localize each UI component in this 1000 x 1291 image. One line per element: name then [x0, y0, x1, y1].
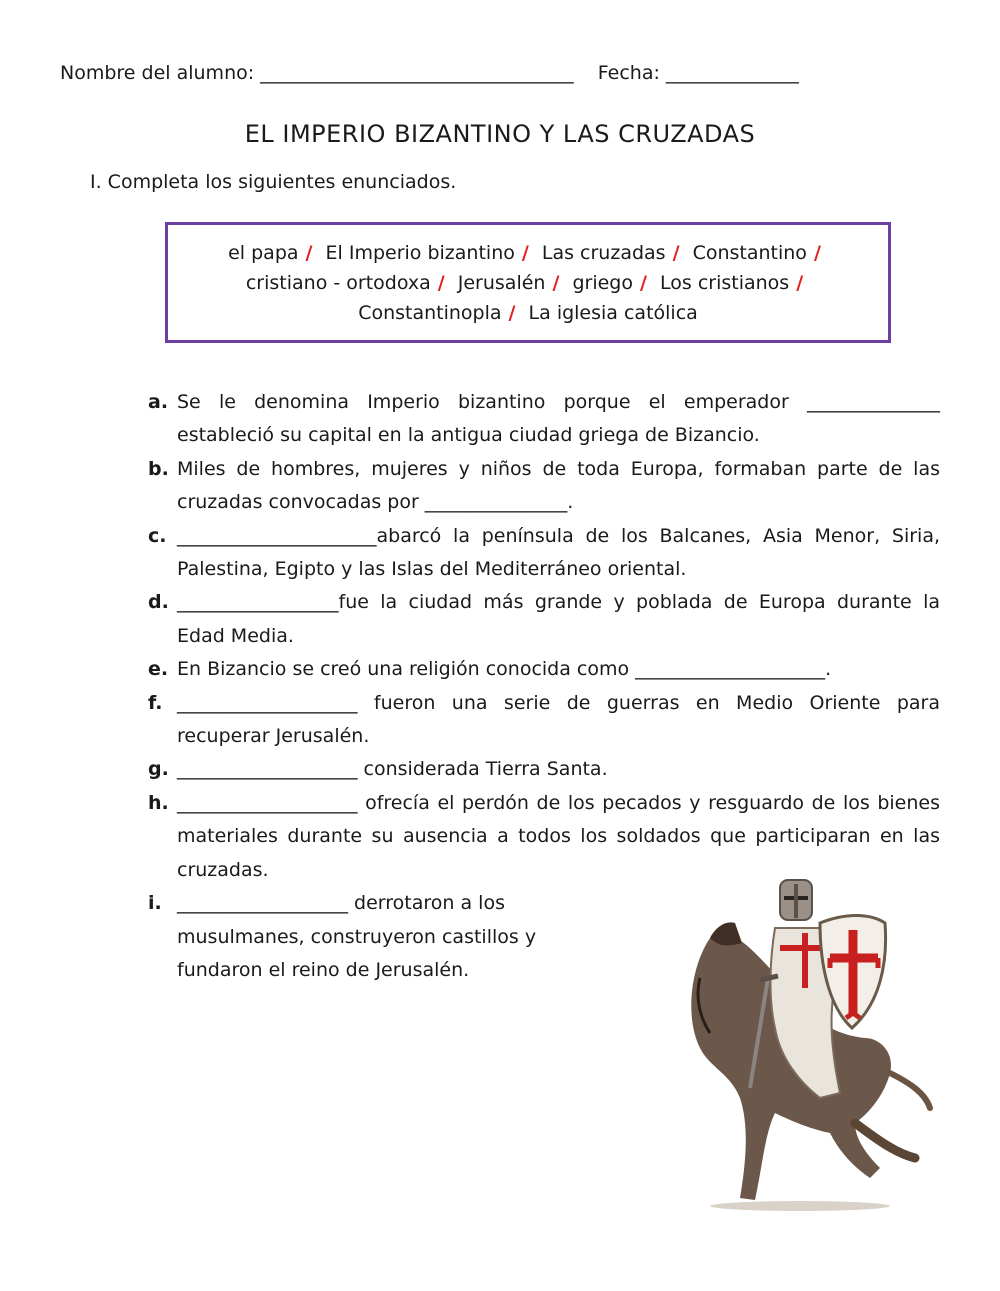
word-bank-item: Constantino — [692, 241, 807, 264]
question-text[interactable]: ___________________ ofrecía el perdón de los pecados y resguardo de los bienes materiales durante su ausencia a todos los soldados que participaran en las cruzadas. — [177, 791, 940, 881]
question-letter: g. — [148, 758, 169, 781]
ground-shadow — [710, 1201, 890, 1211]
instruction-text: I. Completa los siguientes enunciados. — [90, 171, 457, 193]
word-separator: / — [796, 271, 804, 294]
question-text[interactable]: _________________fue la ciudad más grande y poblada de Europa durante la Edad Media. — [177, 591, 940, 647]
word-bank-item: Constantinopla — [358, 301, 502, 324]
word-bank-item: cristiano - ortodoxa — [245, 271, 431, 294]
word-bank-item: El Imperio bizantino — [325, 241, 515, 264]
word-separator: / — [521, 241, 529, 264]
question-letter: i. — [148, 892, 162, 915]
question-letter: a. — [148, 391, 169, 413]
word-separator: / — [813, 241, 821, 264]
question-letter: c. — [148, 524, 167, 547]
question-letter: d. — [148, 591, 169, 614]
question-text[interactable]: ___________________ fueron una serie de guerras en Medio Oriente para recuperar Jerusalén. — [177, 691, 940, 748]
word-separator: / — [640, 271, 647, 294]
question-item — [148, 386, 940, 453]
crusader-knight-illustration — [680, 868, 940, 1213]
word-bank-list — [198, 238, 858, 328]
word-bank-item: Jerusalén — [457, 271, 546, 294]
word-separator: / — [552, 271, 560, 294]
question-item — [148, 520, 940, 587]
question-letter: f. — [148, 691, 163, 714]
word-separator: / — [672, 241, 680, 264]
question-letter: h. — [148, 791, 169, 814]
question-text[interactable]: __________________ derrotaron a los musulmanes, construyeron castillos y fundaron el reino de Jerusalén. — [177, 892, 537, 981]
question-item — [148, 687, 940, 754]
question-item — [148, 586, 940, 653]
word-separator: / — [437, 271, 445, 294]
word-bank-item: La iglesia católica — [528, 301, 698, 324]
page-title: EL IMPERIO BIZANTINO Y LAS CRUZADAS — [244, 120, 756, 148]
question-item — [148, 453, 940, 520]
question-item — [148, 753, 940, 786]
word-separator: / — [305, 241, 313, 264]
question-letter: b. — [148, 457, 169, 480]
word-bank-item: Las cruzadas — [541, 241, 666, 264]
word-bank-item: Los cristianos — [660, 271, 790, 294]
word-separator: / — [508, 301, 516, 324]
question-text[interactable]: Se le denomina Imperio bizantino porque el emperador ______________ estableció su capital en la antigua ciudad griega de Bizancio. — [177, 391, 940, 447]
date-field[interactable]: Fecha: ______________ — [597, 62, 799, 84]
question-text[interactable]: _____________________abarcó la península de los Balcanes, Asia Menor, Siria, Palestina, Egipto y las Islas del Mediterráneo oriental. — [177, 524, 940, 581]
question-text[interactable]: Miles de hombres, mujeres y niños de toda Europa, formaban parte de las cruzadas convocadas por _______________. — [177, 457, 940, 514]
word-bank-box — [165, 222, 891, 343]
word-bank-item: el papa — [228, 241, 299, 264]
question-letter: e. — [148, 658, 169, 681]
word-bank-item: griego — [572, 271, 633, 294]
question-item — [148, 653, 940, 686]
student-name-field[interactable]: Nombre del alumno: _________________________________ — [60, 62, 574, 84]
question-text[interactable]: ___________________ considerada Tierra Santa. — [177, 758, 608, 781]
question-text[interactable]: En Bizancio se creó una religión conocida como ____________________. — [177, 658, 832, 681]
student-info-line — [60, 58, 940, 88]
